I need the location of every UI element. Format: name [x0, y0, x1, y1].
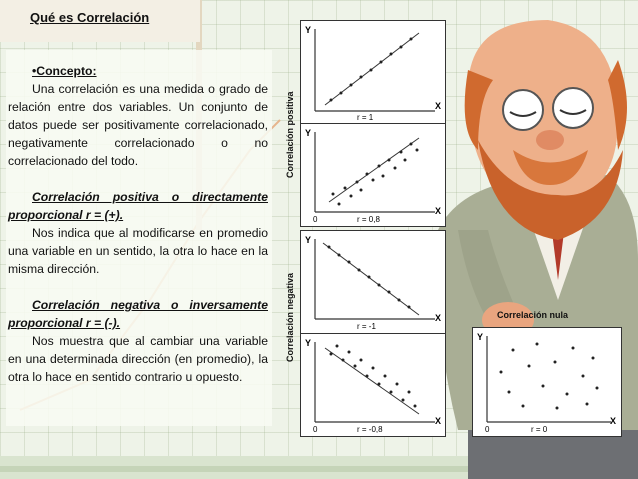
plot-positive-strong	[300, 123, 446, 227]
nula-label: Correlación nula	[497, 310, 569, 320]
body-text	[8, 62, 268, 386]
axis-origin: 0	[485, 425, 490, 434]
negativa-label: Correlación negativa	[285, 272, 295, 362]
plot-negative-strong	[300, 333, 446, 437]
positiva-label: Correlación positiva	[285, 91, 295, 178]
axis-x-label: X	[610, 416, 617, 426]
axis-y-label: Y	[305, 25, 312, 35]
r-value: r = 1	[357, 113, 374, 122]
axis-x-label: X	[435, 206, 442, 216]
axis-y-label: Y	[477, 332, 484, 342]
axis-origin: 0	[313, 425, 318, 434]
r-value: r = -0,8	[357, 425, 383, 434]
r-value: r = 0,8	[357, 215, 380, 224]
axis-y-label: Y	[305, 235, 312, 245]
positiva-paragraph: Nos indica que al modificarse en promedio una variable en un sentido, la otra lo hace en la misma dirección.	[8, 226, 268, 276]
r-value: r = -1	[357, 322, 376, 331]
positiva-heading: Correlación positiva o directamente proporcional r = (+).	[8, 190, 268, 222]
axis-x-label: X	[435, 313, 442, 323]
axis-y-label: Y	[305, 338, 312, 348]
plot-negative-perfect	[300, 230, 446, 334]
r-value: r = 0	[531, 425, 548, 434]
slide-title: Qué es Correlación	[30, 10, 150, 25]
concepto-paragraph: Una correlación es una medida o grado de relación entre dos variables. Un conjunto de datos puede ser positivamente correlacionado, negativamente correlacionado o no correlacionado del todo.	[8, 82, 268, 168]
concepto-heading: •Concepto:	[32, 64, 97, 78]
axis-origin: 0	[313, 215, 318, 224]
negativa-heading: Correlación negativa o inversamente proporcional r = (-).	[8, 298, 268, 330]
axis-x-label: X	[435, 101, 442, 111]
axis-x-label: X	[435, 416, 442, 426]
axis-y-label: Y	[305, 128, 312, 138]
plot-positive-perfect	[300, 20, 446, 124]
negativa-paragraph: Nos muestra que al cambiar una variable en una determinada dirección (en promedio), la otra lo hace en sentido contrario u opuesto.	[8, 334, 268, 384]
plot-no-correlation	[472, 327, 622, 437]
